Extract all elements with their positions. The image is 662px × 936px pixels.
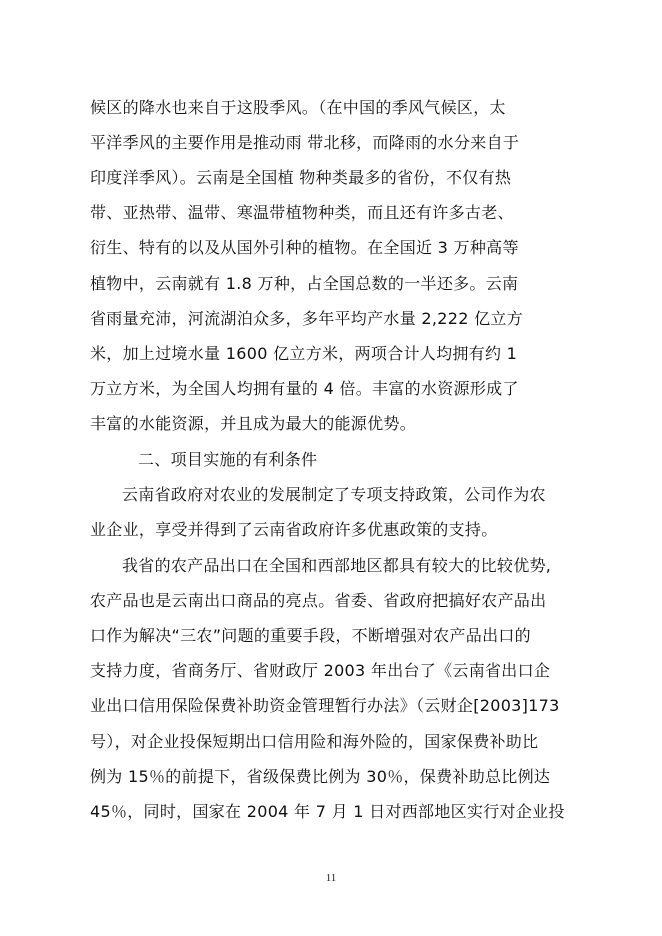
body-text-line: 衍生、特有的以及从国外引种的植物。在全国近 3 万种高等 xyxy=(90,238,519,257)
paragraph-line: 农产品也是云南出口商品的亮点。省委、省政府把搞好农产品出 xyxy=(90,591,547,610)
section-heading: 二、项目实施的有利条件 xyxy=(138,450,318,469)
paragraph-line: 业出口信用保险保费补助资金管理暂行办法》（云财企[2003]173 xyxy=(90,696,560,715)
body-text-line: 丰富的水能资源，并且成为最大的能源优势。 xyxy=(90,414,417,433)
body-text-line: 候区的降水也来自于这股季风。（在中国的季风气候区，太 xyxy=(90,98,506,117)
paragraph-line: 业企业，享受并得到了云南省政府许多优惠政策的支持。 xyxy=(90,520,498,539)
page-number: 11 xyxy=(325,872,337,884)
paragraph-line: 45％，同时，国家在 2004 年 7 月 1 日对西部地区实行对企业投 xyxy=(90,802,565,821)
paragraph-line: 例为 15％的前提下，省级保费比例为 30％，保费补助总比例达 xyxy=(90,767,551,786)
body-text-line: 省雨量充沛，河流湖泊众多，多年平均产水量 2,222 亿立方 xyxy=(90,309,523,328)
paragraph-line: 支持力度，省商务厅、省财政厅 2003 年出台了《云南省出口企 xyxy=(90,661,551,680)
body-text-line: 植物中，云南就有 1.8 万种，占全国总数的一半还多。云南 xyxy=(90,274,519,293)
paragraph-line: 号），对企业投保短期出口信用险和海外险的，国家保费补助比 xyxy=(90,732,539,751)
body-text-line: 带、亚热带、温带、寒温带植物种类，而且还有许多古老、 xyxy=(90,203,514,222)
paragraph-line: 云南省政府对农业的发展制定了专项支持政策，公司作为农 xyxy=(122,485,546,504)
paragraph-line: 我省的农产品出口在全国和西部地区都具有较大的比较优势, xyxy=(122,556,552,575)
body-text-line: 万立方米，为全国人均拥有量的 4 倍。丰富的水资源形成了 xyxy=(90,379,519,398)
paragraph-line: 口作为解决“三农”问题的重要手段，不断增强对农产品出口的 xyxy=(90,626,531,645)
body-text-line: 平洋季风的主要作用是推动雨 带北移，而降雨的水分来自于 xyxy=(90,133,520,152)
body-text-line: 印度洋季风）。云南是全国植 物种类最多的省份，不仅有热 xyxy=(90,168,512,187)
body-text-line: 米，加上过境水量 1600 亿立方米，两项合计人均拥有约 1 xyxy=(90,344,518,363)
